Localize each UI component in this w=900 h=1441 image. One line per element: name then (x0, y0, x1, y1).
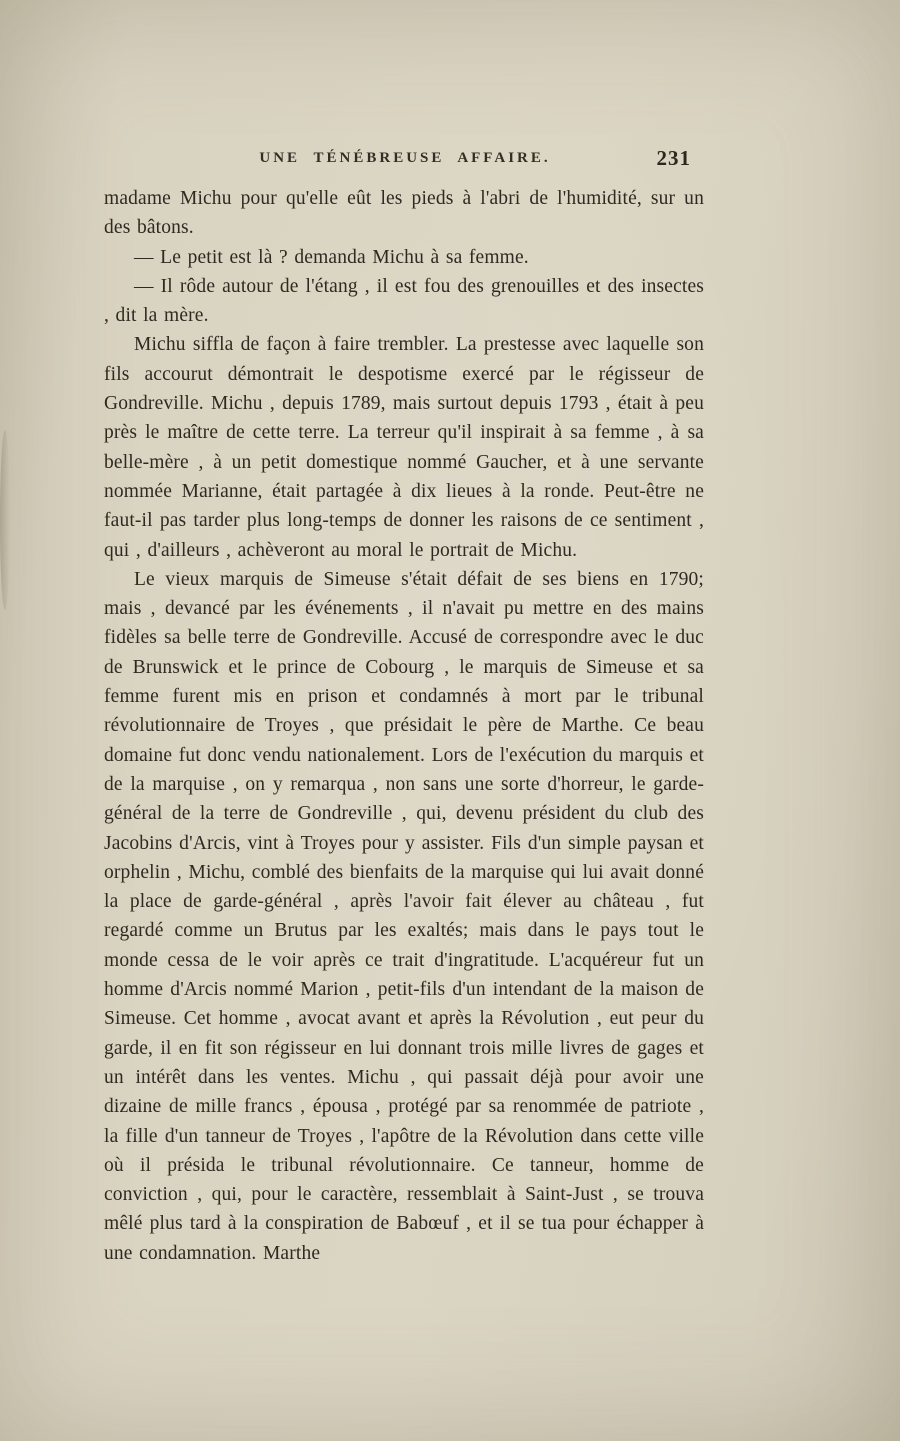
paragraph-continuation: madame Michu pour qu'elle eût les pieds à l'abri de l'humidité, sur un des bâtons. (104, 188, 704, 239)
paragraph-dialogue-2: — Il rôde autour de l'étang , il est fou des grenouilles et des insectes , dit la mère. (104, 275, 704, 327)
text-block (104, 184, 704, 1268)
page-header (105, 146, 705, 176)
paragraph-dialogue-1: — Le petit est là ? demanda Michu à sa femme. (134, 246, 529, 268)
running-title: UNE TÉNÉBREUSE AFFAIRE. (259, 150, 551, 166)
page-number: 231 (656, 146, 691, 170)
scan-edge-smudge (0, 430, 10, 610)
paragraph-marquis-simeuse: Le vieux marquis de Simeuse s'était défait de ses biens en 1790; mais , devancé par les événements , il n'avait pu mettre en des mains fidèles sa belle terre de Gondreville. Accusé de correspondre avec le duc de Brunswick et le prince de Cobourg , le marquis de Simeuse et sa femme furent mis en prison et condamnés à mort par le tribunal révolutionnaire de Troyes , que présidait le père de Marthe. Ce beau domaine fut donc vendu nationalement. Lors de l'exécution du marquis et de la marquise , on y remarqua , non sans une sorte d'horreur, le garde-général de la terre de Gondreville , qui, devenu président du club des Jacobins d'Arcis, vint à Troyes pour y assister. Fils d'un simple paysan et orphelin , Michu, comblé des bienfaits de la marquise qui lui avait donné la place de garde-général , après l'avoir fait élever au château , fut regardé comme un Brutus par les exaltés; mais dans le pays tout le monde cessa de le voir après ce trait d'ingratitude. L'acquéreur fut un homme d'Arcis nommé Marion , petit-fils d'un intendant de la maison de Simeuse. Cet homme , avocat avant et après la Révolution , eut peur du garde, il en fit son régisseur en lui donnant trois mille livres de gages et un intérêt dans les ventes. Michu , qui passait déjà pour avoir une dizaine de mille francs , épousa , protégé par sa renommée de patriote , la fille d'un tanneur de Troyes , l'apôtre de la Révolution dans cette ville où il présida le tribunal révolutionnaire. Ce tanneur, homme de conviction , qui, pour le caractère, ressemblait à Saint-Just , se trouva mêlé plus tard à la conspiration de Babœuf , et il se tua pour échapper à une condamnation. Marthe (104, 568, 704, 1264)
paragraph-michu-siffla: Michu siffla de façon à faire trembler. La prestesse avec laquelle son fils accourut démontrait le despotisme exercé par le régisseur de Gondreville. Michu , depuis 1789, mais surtout depuis 1793 , était à peu près le maître de cette terre. La terreur qu'il inspirait à sa femme , à sa belle-mère , à un petit domestique nommé Gaucher, et à une servante nommée Marianne, était partagée à dix lieues à la ronde. Peut-être ne faut-il pas tarder plus long-temps de donner les raisons de ce sentiment , qui , d'ailleurs , achèveront au moral le portrait de Michu. (104, 334, 704, 561)
